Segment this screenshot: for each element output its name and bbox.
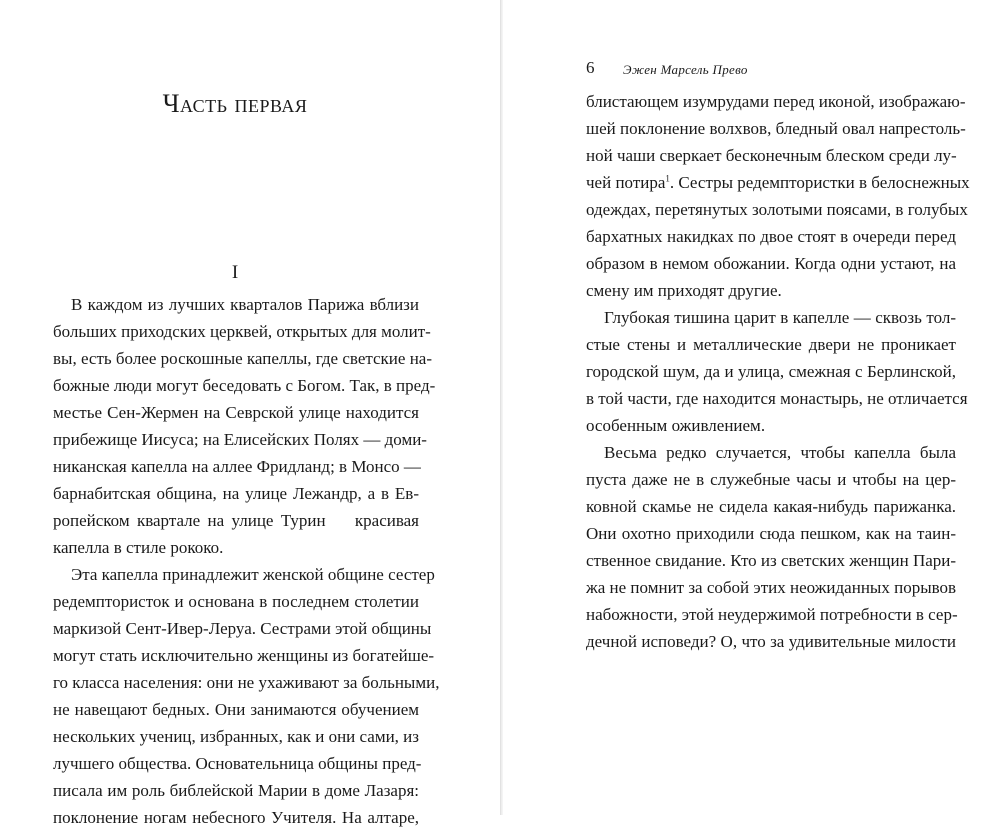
text-line: могут стать исключительно женщины из богатейше- <box>53 646 435 665</box>
text-segment: . Сестры редемптористки в белоснежных <box>669 173 970 192</box>
text-line: прибежище Иисуса; на Елисейских Полях — доми- <box>53 430 427 449</box>
text-line: одеждах, перетянутых золотыми поясами, в голубых <box>586 200 968 219</box>
text-line: В каждом из лучших кварталов Парижа вблизи <box>71 295 419 314</box>
text-line: ропейском квартале на улице Турин красивая <box>53 511 419 530</box>
text-line: божные люди могут беседовать с Богом. Так, в пред- <box>53 376 436 395</box>
text-line: блистающем изумрудами перед иконой, изображаю- <box>586 92 966 111</box>
footnote-reference[interactable]: 1 <box>665 173 670 184</box>
text-line: шей поклонение волхвов, бледный овал напрестоль- <box>586 119 966 138</box>
text-line: ной чаши сверкает бесконечным блеском среди лу- <box>586 146 957 165</box>
text-line: капелла в стиле рококо. <box>53 538 224 557</box>
text-line: набожности, этой неудержимой потребности в сер- <box>586 605 958 624</box>
text-line: особенным оживлением. <box>586 416 766 435</box>
text-line: поклонение ногам небесного Учителя. На алтаре, <box>53 808 419 827</box>
text-line: образом в немом обожании. Когда одни устают, на <box>586 254 956 273</box>
text-line: лучшего общества. Основательница общины пред- <box>53 754 422 773</box>
text-line: маркизой Сент-Ивер-Леруа. Сестрами этой общины <box>53 619 432 638</box>
page-number: 6 <box>586 58 595 77</box>
text-line: ковной скамье не сидела какая-нибудь парижанка. <box>586 497 956 516</box>
text-line: барнабитская община, на улице Лежандр, а в Ев- <box>53 484 419 503</box>
running-author: Эжен Марсель Прево <box>623 62 748 77</box>
text-line: го класса населения: они не ухаживают за больными, <box>53 673 440 692</box>
text-line: Эта капелла принадлежит женской общине сестер <box>71 565 435 584</box>
text-line: Весьма редко случается, чтобы капелла была <box>604 443 956 462</box>
text-line: нескольких учениц, избранных, как и они сами, из <box>53 727 419 746</box>
text-line: ственное свидание. Кто из светских женщин Пари- <box>586 551 957 570</box>
text-segment: чей потира <box>586 173 666 192</box>
part-title: Часть первая <box>162 89 308 118</box>
text-line: местье Сен-Жермен на Севрской улице находится <box>53 403 419 422</box>
text-line: вы, есть более роскошные капеллы, где светские на- <box>53 349 432 368</box>
text-line: Они охотно приходили сюда пешком, как на таин- <box>586 524 956 543</box>
text-line: бархатных накидках по двое стоят в очереди перед <box>586 227 956 246</box>
text-line: смену им приходят другие. <box>586 281 782 300</box>
text-line: стые стены и металлические двери не проникает <box>586 335 956 354</box>
text-line: больших приходских церквей, открытых для молит- <box>53 322 431 341</box>
text-line: городской шум, да и улица, смежная с Берлинской, <box>586 362 956 381</box>
text-line: редемптористок и основана в последнем столетии <box>53 592 419 611</box>
text-line: пуста даже не в служебные часы и чтобы на цер- <box>586 470 956 489</box>
text-line: писала им роль библейской Марии в доме Лазаря: <box>53 781 419 800</box>
text-line: дечной исповеди? О, что за удивительные милости <box>586 632 956 651</box>
left-page <box>0 0 500 827</box>
chapter-number: I <box>231 262 239 283</box>
text-line-with-footnote <box>586 169 970 196</box>
text-line: никанская капелла на аллее Фридланд; в Монсо — <box>53 457 421 476</box>
text-line: Глубокая тишина царит в капелле — сквозь тол- <box>604 308 956 327</box>
right-page <box>503 0 1004 815</box>
text-line: не навещают бедных. Они занимаются обучением <box>53 700 419 719</box>
text-line: в той части, где находится монастырь, не отличается <box>586 389 968 408</box>
text-line: жа не помнит за собой этих неожиданных порывов <box>586 578 957 597</box>
